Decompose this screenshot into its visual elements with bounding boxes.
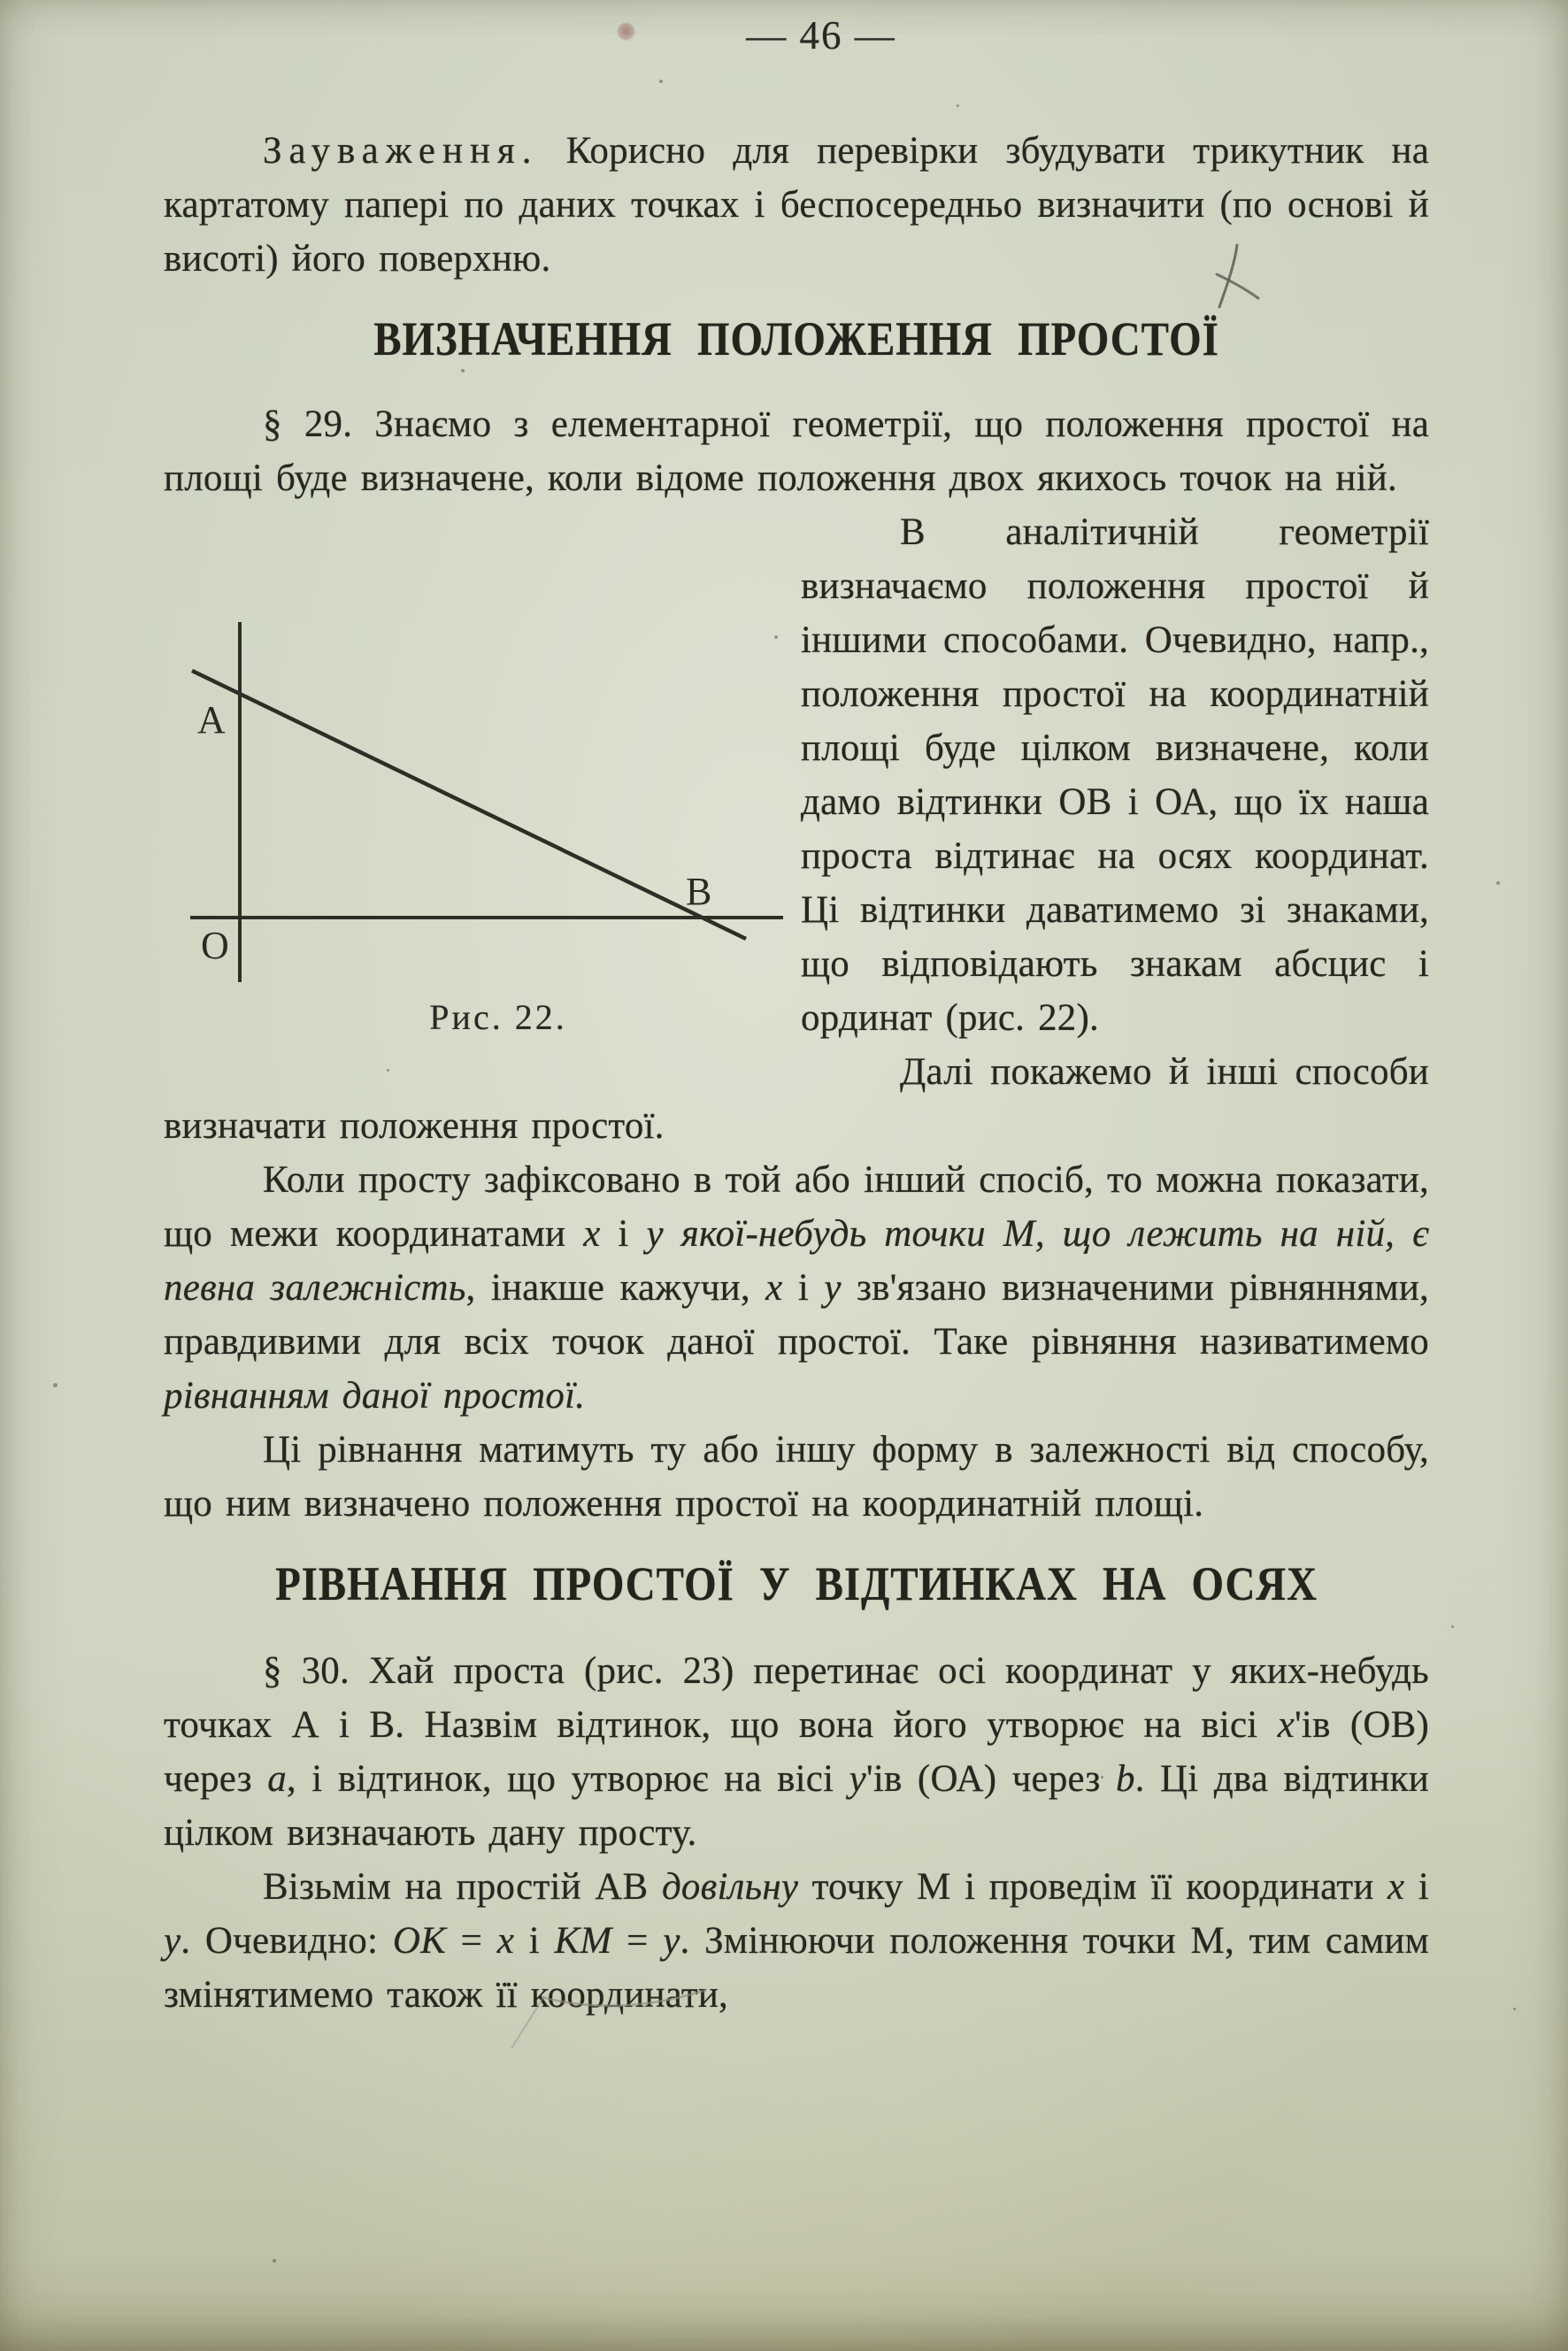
text-run: y [164, 1920, 181, 1962]
text-run: § 30. Хай проста (рис. 23) перетинає осі координат у яких-небудь точках А і В. Назвім відтинок, що вона його утворює на вісі [164, 1650, 1429, 1746]
section-heading-position-of-line: ВИЗНАЧЕННЯ ПОЛОЖЕННЯ ПРОСТОЇ [373, 312, 1219, 365]
figure-22-plot [164, 615, 801, 987]
text-run: Далі покажемо й інші способи визначати положення простої. [164, 1051, 1429, 1147]
paper-speck [387, 1069, 389, 1072]
text-run: § 29. Знаємо з елементарної геометрії, що положення простої на площі буде визначене, коли відоме положення двох якихось точок на ній. [164, 403, 1429, 499]
figure-line-ab [192, 671, 746, 939]
text-run: 'ів (ОВ) через [164, 1704, 1429, 1800]
paper-speck [774, 635, 778, 639]
paragraph-vizmim [164, 1860, 1429, 2022]
text-run: b [1115, 1758, 1135, 1800]
figure-point-label-o: O [201, 924, 229, 967]
text-run: x [583, 1213, 601, 1255]
ink-stain-dot [617, 22, 635, 41]
paragraph-remark [164, 124, 1429, 286]
text-run: В аналітичній геометрії визначаємо положення простої й іншими способами. Очевидно, напр., положення простої на координатній площі буде цілком визначене, коли дамо відтинки ОВ і ОА, що їх наша проста відтинає на осях координат. Ці відтинки даватимемо зі знаками, що відповідають знакам абсцис і ординат (рис. 22). [801, 511, 1429, 1039]
text-run: якої-небудь точки М, що лежить на ній, є певна залежність [164, 1213, 1430, 1309]
paper-speck [839, 156, 842, 158]
text-run: , інакше кажучи, [465, 1267, 766, 1309]
text-run: довільну [661, 1866, 799, 1908]
text-run: OK [392, 1920, 446, 1962]
text-run: Візьмім на простій АВ [263, 1866, 662, 1908]
text-run: = [445, 1920, 497, 1962]
text-run: KM [554, 1920, 612, 1962]
paper-speck [273, 2259, 276, 2263]
text-run: y [824, 1267, 842, 1309]
paragraph-ci [164, 1423, 1429, 1531]
text-run: x [1277, 1704, 1295, 1746]
text-run: , і відтинок, що утворює на вісі [286, 1758, 849, 1800]
figure-point-label-b: B [686, 870, 712, 913]
text-run: x [1387, 1866, 1405, 1908]
text-run: x [496, 1920, 515, 1962]
text-run: Ці рівнання матимуть ту або іншу форму в залежності від способу, що ним визначено положення простої на координатній площі. [164, 1429, 1429, 1525]
figure-22 [164, 615, 801, 1089]
figure-point-label-a: A [197, 698, 226, 741]
text-run: . Очевидно: [181, 1920, 393, 1962]
paper-speck [53, 1383, 58, 1387]
text-run: зв'язано визначеними рівняннями, правдивими для всіх точок даної простої. Таке рівняння називатимемо [164, 1267, 1429, 1363]
text-run: рівнанням даної простої. [164, 1375, 586, 1417]
text-run: . Ці два відтинки цілком визначають дану просту. [164, 1758, 1429, 1854]
text-run: x [765, 1267, 783, 1309]
section-heading-intercepts-equation: РІВНАННЯ ПРОСТОЇ У ВІДТИНКАХ НА ОСЯХ [275, 1557, 1318, 1610]
text-run: і [600, 1213, 647, 1255]
text-run: a [267, 1758, 287, 1800]
paper-speck [1513, 2008, 1516, 2010]
text-run: Коли просту зафіксовано в той або інший спосіб, то можна показати, що межи координатами [164, 1159, 1429, 1255]
figure-caption: Рис. 22. [429, 997, 567, 1037]
paragraph-s30 [164, 1644, 1429, 1860]
paper-speck [659, 80, 663, 83]
text-run: y [663, 1920, 680, 1962]
text-run: і [1404, 1866, 1429, 1908]
text-run: . Змінюючи положення точки М, тим самим змінятимемо також її координати, [164, 1920, 1430, 2016]
paper-speck [1451, 1625, 1454, 1628]
page-number: — 46 — [746, 13, 896, 58]
text-run: Корисно для перевірки збудувати трикутник на картатому папері по даних точках і беспосередньо визначити (по основі й висоті) його поверхню. [164, 130, 1429, 280]
figure-text-flow [164, 505, 1429, 1153]
text-run: Зауваження. [263, 130, 539, 172]
text-run: і [782, 1267, 825, 1309]
paper-speck [1101, 1776, 1103, 1779]
paragraph-s29 [164, 397, 1429, 505]
text-run: точку М і проведім її координати [798, 1866, 1388, 1908]
text-run: y [849, 1758, 866, 1800]
text-run: 'ів (ОА) через [865, 1758, 1116, 1800]
text-run: і [514, 1920, 555, 1962]
text-run: = [611, 1920, 664, 1962]
paragraph-koly [164, 1153, 1429, 1423]
paper-speck [957, 104, 959, 107]
text-run: y [646, 1213, 664, 1255]
paper-speck [461, 369, 465, 373]
paper-speck [1496, 881, 1500, 885]
